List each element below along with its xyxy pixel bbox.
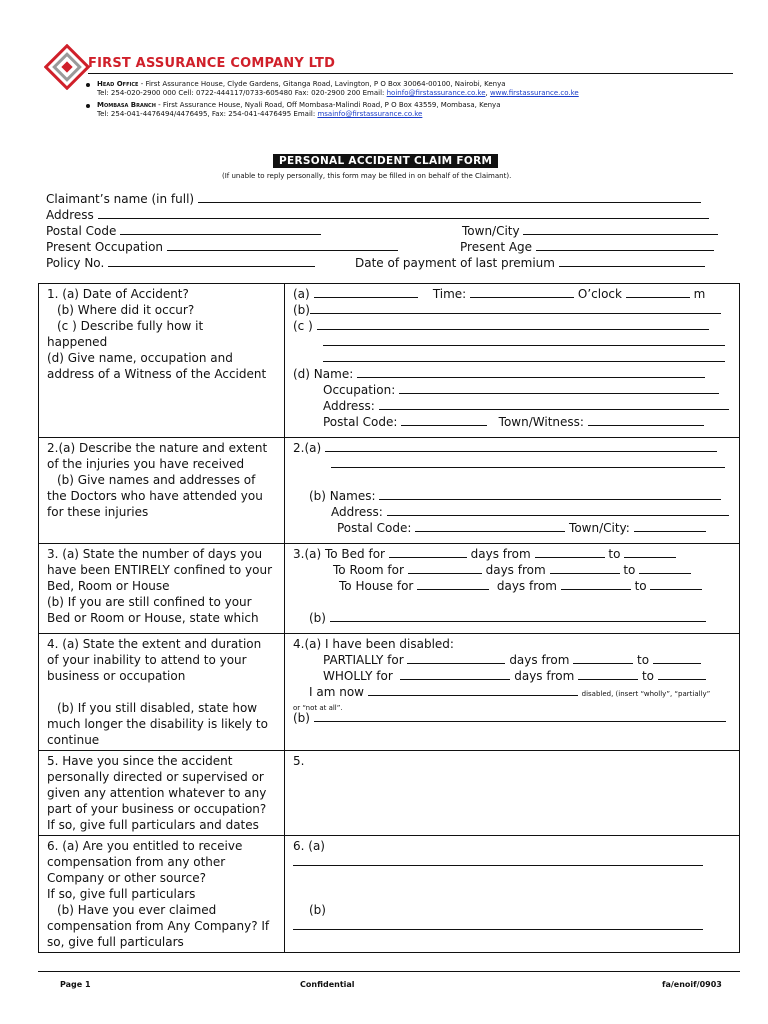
- oclock-field[interactable]: [626, 287, 690, 298]
- witness-address-field[interactable]: [379, 399, 729, 410]
- to-label: to: [641, 669, 655, 683]
- to-bed-label: 3.(a) To Bed for: [293, 547, 385, 561]
- header-rule: [88, 73, 733, 74]
- head-office-phones: Tel: 254-020-2900 000 Cell: 0722-444117/0733-605480 Fax: 020-2900 200 Email:: [97, 89, 387, 97]
- mombasa-contact: [97, 110, 422, 119]
- mombasa-address: - First Assurance House, Nyali Road, Off Mombasa-Malindi Road, P O Box 43559, Mombasa, Kenya: [155, 101, 501, 109]
- q5-answer[interactable]: [285, 751, 740, 836]
- address-label: Address: [46, 208, 94, 222]
- q3-question: [39, 544, 285, 634]
- q2-line: the Doctors who have attended you: [47, 489, 263, 503]
- table-row: [39, 836, 740, 953]
- to-room-label: To Room for: [333, 563, 404, 577]
- website-link[interactable]: www.firstassurance.co.ke: [489, 89, 579, 97]
- witness-postal-label: Postal Code:: [323, 415, 398, 429]
- q2-line: of the injuries you have received: [47, 457, 245, 471]
- partially-to-field[interactable]: [653, 653, 701, 664]
- witness-town-label: Town/Witness:: [498, 415, 584, 429]
- house-days-field[interactable]: [417, 579, 489, 590]
- age-row: [460, 239, 714, 255]
- q1a-date-field[interactable]: [314, 287, 418, 298]
- doctor-address-field[interactable]: [387, 505, 729, 516]
- mombasa-phones: Tel: 254-041-4476494/4476495, Fax: 254-041-4476495 Email:: [97, 110, 318, 118]
- company-logo: [44, 44, 90, 90]
- q1b-label: (b): [293, 303, 310, 317]
- wholly-label: WHOLLY for: [323, 669, 393, 683]
- or-not-note: or “not at all”.: [293, 704, 343, 712]
- claimant-name-label: Claimant’s name (in full): [46, 192, 195, 206]
- q1-line: happened: [47, 335, 108, 349]
- to-house-label: To House for: [339, 579, 414, 593]
- q1-line: (c ) Describe fully how it: [57, 319, 204, 333]
- doctor-postal-label: Postal Code:: [337, 521, 412, 535]
- bullet-icon: [86, 104, 90, 108]
- q6-answer: [285, 836, 740, 953]
- postal-code-row: [46, 223, 321, 239]
- witness-name-label: (d) Name:: [293, 367, 354, 381]
- table-row: [39, 634, 740, 751]
- bed-days-field[interactable]: [389, 547, 467, 558]
- bed-from-field[interactable]: [535, 547, 605, 558]
- days-from-label: days from: [470, 547, 531, 561]
- q1c-field[interactable]: [317, 319, 709, 330]
- q2-question: [39, 438, 285, 544]
- disabled-label: 4.(a) I have been disabled:: [293, 637, 454, 651]
- mombasa-line: [97, 101, 501, 110]
- witness-postal-field[interactable]: [401, 415, 487, 426]
- claim-questions-table: [38, 283, 740, 953]
- q5-line: given any attention whatever to any: [47, 786, 267, 800]
- age-field[interactable]: [536, 240, 714, 251]
- q1c-field[interactable]: [323, 351, 725, 362]
- q4-line: (b) If you still disabled, state how: [57, 701, 258, 715]
- q3-line: (b) If you are still confined to your: [47, 595, 252, 609]
- q5-line: If so, give full particulars and dates: [47, 818, 259, 832]
- head-office-contact: Tel: 254-020-2900 000 Cell: 0722-444117/0733-605480 Fax: 020-2900 200 Email: hoinfo@firstassurance.co.ke, www.firstassurance.co.ke: [97, 89, 579, 97]
- head-office-line: [97, 80, 506, 89]
- q2a-field[interactable]: [331, 457, 725, 468]
- house-to-field[interactable]: [650, 579, 702, 590]
- q3b-field[interactable]: [330, 611, 706, 622]
- q2-line: for these injuries: [47, 505, 149, 519]
- bed-to-field[interactable]: [624, 547, 676, 558]
- q3-answer: [285, 544, 740, 634]
- q1-question: [39, 284, 285, 438]
- policy-field[interactable]: [108, 256, 315, 267]
- doctor-address-label: Address:: [331, 505, 383, 519]
- q4-line: continue: [47, 733, 100, 747]
- table-row: [39, 284, 740, 438]
- partially-days-field[interactable]: [407, 653, 505, 664]
- q1-line: 1. (a) Date of Accident?: [47, 287, 189, 301]
- room-days-field[interactable]: [408, 563, 482, 574]
- q6b-field[interactable]: [293, 919, 703, 930]
- age-label: Present Age: [460, 240, 533, 254]
- occupation-row: [46, 239, 398, 255]
- q2-line: 2.(a) Describe the nature and extent: [47, 441, 268, 455]
- doctor-town-label: Town/City:: [569, 521, 630, 535]
- q4-question: [39, 634, 285, 751]
- days-from-label: days from: [509, 653, 570, 667]
- q5-line: 5. Have you since the accident: [47, 754, 233, 768]
- q6-question: [39, 836, 285, 953]
- q4-line: business or occupation: [47, 669, 186, 683]
- q1c-field[interactable]: [323, 335, 725, 346]
- premium-row: [355, 255, 705, 271]
- days-from-label: days from: [485, 563, 546, 577]
- days-from-label: days from: [514, 669, 575, 683]
- town-city-row: [462, 223, 718, 239]
- table-row: [39, 438, 740, 544]
- confidential-label: Confidential: [300, 980, 355, 989]
- q4b-label: (b): [293, 711, 310, 725]
- q3-line: Bed or Room or House, state which: [47, 611, 259, 625]
- q6-line: (b) Have you ever claimed: [57, 903, 217, 917]
- occupation-field[interactable]: [167, 240, 398, 251]
- witness-occupation-field[interactable]: [399, 383, 719, 394]
- to-label: to: [634, 579, 647, 593]
- room-to-field[interactable]: [639, 563, 691, 574]
- q4-line: of your inability to attend to your: [47, 653, 247, 667]
- q1c-label: (c ): [293, 319, 313, 333]
- i-am-now-field[interactable]: [368, 685, 578, 696]
- witness-occupation-label: Occupation:: [323, 383, 396, 397]
- to-label: to: [623, 563, 636, 577]
- q5-question: [39, 751, 285, 836]
- time-field[interactable]: [470, 287, 574, 298]
- to-label: to: [637, 653, 650, 667]
- oclock-label: O’clock: [577, 287, 622, 301]
- policy-row: [46, 255, 315, 271]
- head-office-email-link[interactable]: hoinfo@firstassurance.co.ke: [386, 89, 486, 97]
- head-office-label: Head Office: [97, 80, 139, 88]
- q6-line: so, give full particulars: [47, 935, 184, 949]
- q2a-label: 2.(a): [293, 441, 322, 455]
- i-am-now-label: I am now: [309, 685, 364, 699]
- disabled-note: disabled, (insert “wholly”, “partially”: [581, 690, 711, 698]
- q1b-field[interactable]: [310, 303, 721, 314]
- policy-label: Policy No.: [46, 256, 105, 270]
- address-row: [46, 207, 709, 223]
- room-from-field[interactable]: [550, 563, 620, 574]
- q6b-label: (b): [309, 903, 326, 917]
- q5-label: 5.: [293, 754, 305, 768]
- q3-line: 3. (a) State the number of days you: [47, 547, 263, 561]
- doctor-names-label: (b) Names:: [309, 489, 376, 503]
- bullet-icon: [86, 83, 90, 87]
- q4-line: 4. (a) State the extent and duration: [47, 637, 262, 651]
- q5-line: part of your business or occupation?: [47, 802, 267, 816]
- q6a-label: 6. (a): [293, 839, 325, 853]
- witness-town-field[interactable]: [588, 415, 704, 426]
- q6-line: 6. (a) Are you entitled to receive: [47, 839, 243, 853]
- premium-field[interactable]: [559, 256, 705, 267]
- partially-label: PARTIALLY for: [323, 653, 404, 667]
- days-from-label: days from: [496, 579, 557, 593]
- q2a-field[interactable]: [325, 441, 717, 452]
- q4-answer: [285, 634, 740, 751]
- claimant-name-row: [46, 191, 701, 207]
- town-city-field[interactable]: [523, 224, 718, 235]
- company-name: FIRST ASSURANCE COMPANY LTD: [88, 56, 336, 71]
- footer-rule: [38, 971, 740, 972]
- address-field[interactable]: [98, 208, 709, 219]
- m-label: m: [693, 287, 706, 301]
- q4b-field[interactable]: [314, 711, 726, 722]
- wholly-from-field[interactable]: [578, 669, 638, 680]
- doctor-postal-field[interactable]: [415, 521, 565, 532]
- q6a-field[interactable]: [293, 855, 703, 866]
- wholly-to-field[interactable]: [658, 669, 706, 680]
- town-city-label: Town/City: [462, 224, 520, 238]
- q3b-label: (b): [309, 611, 326, 625]
- q1-answer: [285, 284, 740, 438]
- q5-line: personally directed or supervised or: [47, 770, 264, 784]
- q3-line: have been ENTIRELY confined to your: [47, 563, 273, 577]
- witness-address-label: Address:: [323, 399, 375, 413]
- q1-line: address of a Witness of the Accident: [47, 367, 267, 381]
- q2-answer: [285, 438, 740, 544]
- form-code: fa/enoif/0903: [662, 980, 722, 989]
- q6-line: Company or other source?: [47, 871, 206, 885]
- postal-code-field[interactable]: [120, 224, 321, 235]
- q6-line: compensation from any other: [47, 855, 226, 869]
- form-title: PERSONAL ACCIDENT CLAIM FORM: [273, 154, 498, 168]
- q6-line: compensation from Any Company? If: [47, 919, 270, 933]
- doctor-names-field[interactable]: [379, 489, 721, 500]
- partially-from-field[interactable]: [573, 653, 633, 664]
- head-office-address: - First Assurance House, Clyde Gardens, Gitanga Road, Lavington, P O Box 30064-00100, Nairobi, Kenya: [138, 80, 506, 88]
- wholly-days-field[interactable]: [400, 669, 510, 680]
- house-from-field[interactable]: [561, 579, 631, 590]
- occupation-label: Present Occupation: [46, 240, 164, 254]
- form-subtitle: (If unable to reply personally, this form may be filled in on behalf of the Claimant).: [222, 172, 512, 180]
- claimant-name-field[interactable]: [198, 192, 701, 203]
- q4-line: much longer the disability is likely to: [47, 717, 268, 731]
- q1-line: (d) Give name, occupation and: [47, 351, 233, 365]
- q2-line: (b) Give names and addresses of: [57, 473, 256, 487]
- postal-code-label: Postal Code: [46, 224, 117, 238]
- table-row: [39, 544, 740, 634]
- q1a-label: (a): [293, 287, 310, 301]
- q6-line: If so, give full particulars: [47, 887, 196, 901]
- witness-name-field[interactable]: [357, 367, 705, 378]
- q1-line: (b) Where did it occur?: [57, 303, 195, 317]
- premium-label: Date of payment of last premium: [355, 256, 555, 270]
- doctor-town-field[interactable]: [634, 521, 706, 532]
- to-label: to: [608, 547, 621, 561]
- table-row: [39, 751, 740, 836]
- mombasa-label: Mombasa Branch: [97, 101, 156, 109]
- time-label: Time:: [432, 287, 467, 301]
- q3-line: Bed, Room or House: [47, 579, 170, 593]
- mombasa-email-link[interactable]: msainfo@firstassurance.co.ke: [317, 110, 423, 118]
- page-number: Page 1: [60, 980, 91, 989]
